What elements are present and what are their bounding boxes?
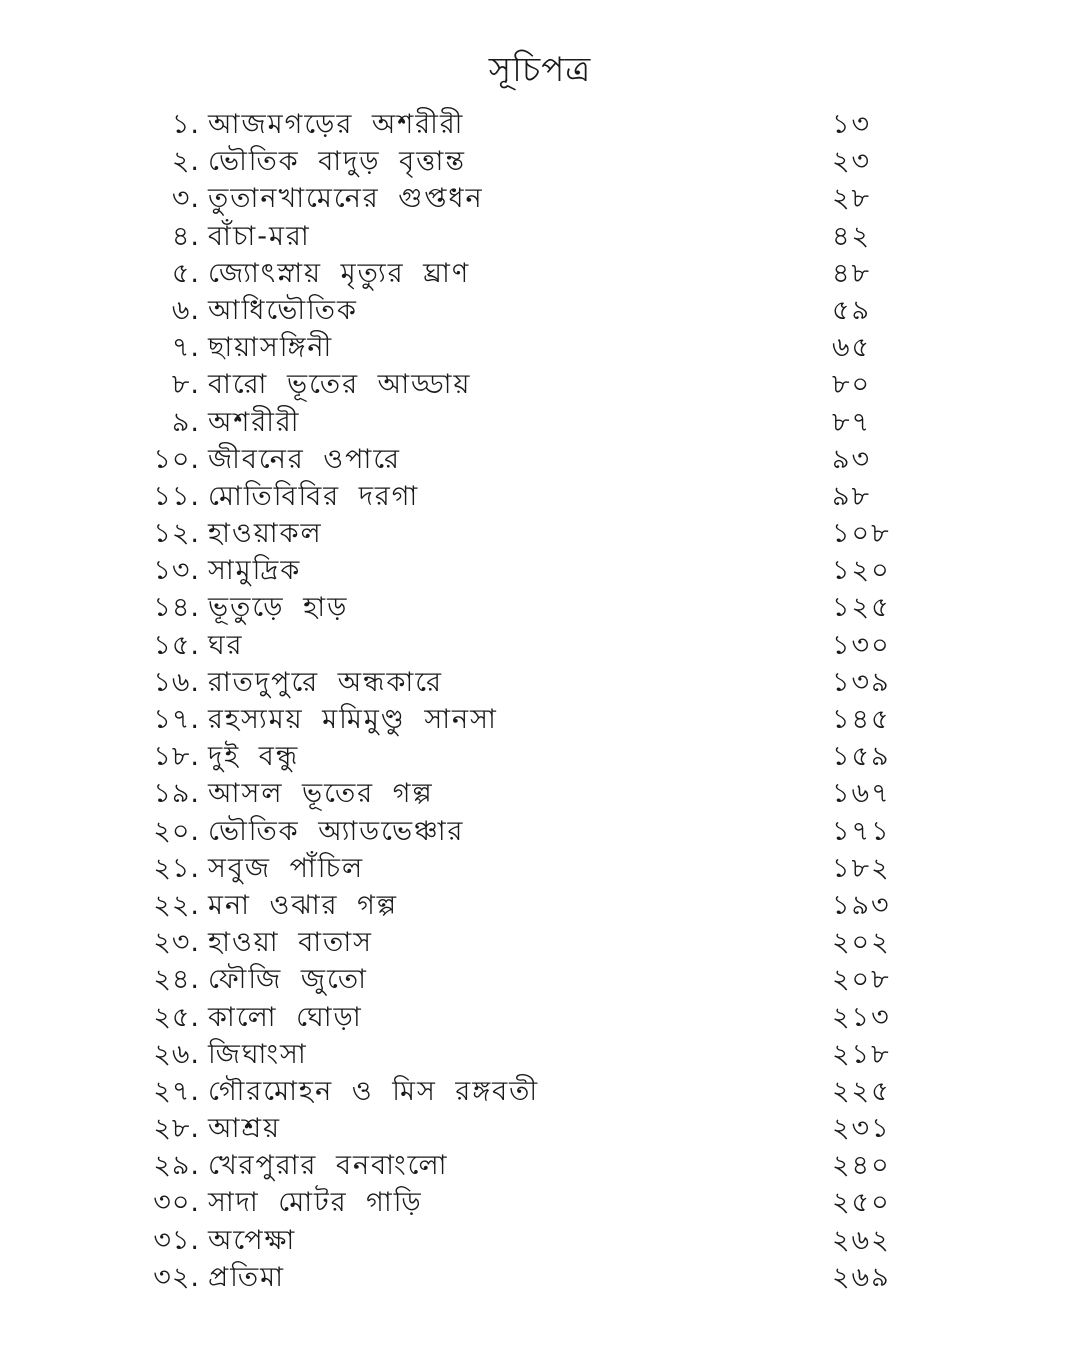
entry-title: ভূতুড়ে হাড় [208, 592, 349, 624]
entry-number: ৪. [171, 220, 200, 252]
entry-number: ২৬. [153, 1038, 200, 1070]
entry-number: ১২. [153, 518, 200, 550]
entry-title: জিঘাংসা [208, 1038, 308, 1070]
entry-number: ৫. [171, 257, 200, 289]
entry-number: ২. [171, 146, 200, 178]
toc-entry [0, 887, 1080, 924]
toc-entry [0, 478, 1080, 515]
entry-page-number: ৬৫ [832, 332, 872, 364]
entry-page-number: ২৫০ [832, 1187, 891, 1219]
entry-page-number: ৮৭ [832, 406, 872, 438]
entry-page-number: ৯৩ [832, 443, 872, 475]
entry-title: গৌরমোহন ও মিস রঙ্গবতী [208, 1075, 540, 1107]
entry-number: ২৮. [153, 1113, 200, 1145]
entry-title: রহস্যময় মমিমুণ্ডু সানসা [208, 704, 498, 735]
entry-page-number: ৮০ [832, 369, 872, 401]
entry-page-number: ১০৮ [832, 518, 891, 550]
toc-entry [0, 515, 1080, 552]
entry-title: মনা ওঝার গল্প [208, 889, 399, 921]
entry-page-number: ৫৯ [832, 294, 872, 326]
toc-entry [0, 329, 1080, 366]
toc-entry [0, 775, 1080, 812]
toc-entry [0, 292, 1080, 329]
entry-title: আশ্রয় [208, 1113, 282, 1145]
toc-entry [0, 850, 1080, 887]
entry-number: ২০. [153, 815, 200, 847]
entry-title: জীবনের ওপারে [208, 443, 402, 475]
entry-number: ২১. [153, 852, 200, 884]
entry-title: সবুজ পাঁচিল [208, 852, 365, 884]
entry-number: ৯. [171, 406, 200, 438]
entry-number: ৮. [171, 369, 200, 401]
toc-entry [0, 106, 1080, 143]
toc-entry [0, 1259, 1080, 1296]
entry-title: ছায়াসঙ্গিনী [208, 332, 334, 364]
toc-entry [0, 924, 1080, 961]
entry-number: ৩২. [153, 1261, 200, 1293]
entry-page-number: ১৩০ [832, 629, 891, 661]
entry-page-number: ১৪৫ [832, 704, 891, 735]
toc-entry [0, 627, 1080, 664]
entry-title: বারো ভূতের আড্ডায় [208, 369, 472, 401]
entry-number: ১০. [153, 443, 200, 475]
entry-number: ৩০. [153, 1187, 200, 1219]
entry-number: ৩. [171, 183, 200, 215]
entry-page-number: ২৩১ [832, 1113, 891, 1145]
entry-page-number: ২৩ [832, 146, 872, 178]
entry-title: কালো ঘোড়া [208, 1001, 363, 1033]
entry-page-number: ৯৮ [832, 480, 872, 512]
toc-entry [0, 664, 1080, 701]
entry-number: ৩১. [153, 1224, 200, 1256]
entry-page-number: ২৪০ [832, 1150, 891, 1182]
toc-entry [0, 552, 1080, 589]
entry-page-number: ২৬৯ [832, 1261, 891, 1293]
entry-title: অশরীরী [208, 406, 301, 438]
entry-page-number: ৪২ [832, 220, 872, 252]
entry-number: ২৩. [153, 927, 200, 959]
entry-number: ১১. [153, 480, 200, 512]
entry-page-number: ১২০ [832, 555, 891, 587]
toc-entry [0, 738, 1080, 775]
entry-number: ১৭. [153, 704, 200, 735]
entry-title: ভৌতিক বাদুড় বৃত্তান্ত [208, 146, 466, 178]
entry-title: মোতিবিবির দরগা [208, 480, 420, 512]
entry-title: হাওয়াকল [208, 518, 323, 550]
entry-title: ভৌতিক অ্যাডভেঞ্চার [208, 815, 465, 847]
entry-page-number: ৪৮ [832, 257, 872, 289]
table-of-contents [0, 106, 1080, 1296]
entry-page-number: ১৯৩ [832, 889, 891, 921]
entry-number: ২৯. [153, 1150, 200, 1182]
entry-title: আধিভৌতিক [208, 294, 358, 326]
entry-number: ৬. [171, 294, 200, 326]
toc-entry [0, 143, 1080, 180]
entry-page-number: ১৩ [832, 109, 872, 140]
entry-page-number: ১৩৯ [832, 666, 891, 698]
entry-number: ১৮. [153, 741, 200, 773]
toc-entry [0, 218, 1080, 255]
toc-entry [0, 404, 1080, 441]
entry-number: ২৭. [153, 1075, 200, 1107]
toc-entry [0, 1073, 1080, 1110]
entry-title: ঘর [208, 629, 244, 661]
entry-number: ২৫. [153, 1001, 200, 1033]
entry-page-number: ১২৫ [832, 592, 891, 624]
entry-title: রাতদুপুরে অন্ধকারে [208, 666, 443, 698]
toc-entry [0, 255, 1080, 292]
entry-page-number: ২০৮ [832, 964, 891, 996]
entry-page-number: ১৮২ [832, 852, 891, 884]
toc-entry [0, 1222, 1080, 1259]
page-title: সূচিপত্র [488, 50, 592, 90]
entry-title: আজমগড়ের অশরীরী [208, 109, 465, 140]
toc-entry [0, 1147, 1080, 1184]
entry-number: ৭. [171, 332, 200, 364]
entry-number: ১. [171, 109, 200, 140]
toc-entry [0, 813, 1080, 850]
entry-page-number: ১৫৯ [832, 741, 891, 773]
toc-entry [0, 1110, 1080, 1147]
toc-entry [0, 701, 1080, 738]
entry-title: অপেক্ষা [208, 1224, 297, 1256]
entry-number: ১৫. [153, 629, 200, 661]
toc-entry [0, 999, 1080, 1036]
entry-title: আসল ভূতের গল্প [208, 778, 434, 810]
toc-entry [0, 589, 1080, 626]
entry-title: সাদা মোটর গাড়ি [208, 1187, 423, 1219]
toc-entry [0, 441, 1080, 478]
entry-page-number: ২০২ [832, 927, 891, 959]
entry-page-number: ২১৩ [832, 1001, 891, 1033]
entry-number: ২২. [153, 889, 200, 921]
entry-page-number: ১৭১ [832, 815, 891, 847]
toc-entry [0, 1036, 1080, 1073]
entry-title: সামুদ্রিক [208, 555, 302, 587]
entry-page-number: ২১৮ [832, 1038, 891, 1070]
entry-title: প্রতিমা [208, 1261, 285, 1293]
entry-title: দুই বন্ধু [208, 741, 300, 773]
entry-title: খেরপুরার বনবাংলো [208, 1150, 449, 1182]
entry-page-number: ২৬২ [832, 1224, 891, 1256]
entry-number: ১৩. [153, 555, 200, 587]
entry-number: ১৬. [153, 666, 200, 698]
entry-number: ১৯. [153, 778, 200, 810]
entry-title: তুতানখামেনের গুপ্তধন [208, 183, 484, 215]
entry-title: জ্যোৎস্নায় মৃত্যুর ঘ্রাণ [208, 257, 471, 289]
entry-title: বাঁচা-মরা [208, 220, 311, 252]
toc-entry [0, 1184, 1080, 1221]
toc-entry [0, 961, 1080, 998]
toc-entry [0, 366, 1080, 403]
entry-title: ফৌজি জুতো [208, 964, 368, 996]
toc-entry [0, 180, 1080, 217]
entry-title: হাওয়া বাতাস [208, 927, 373, 959]
entry-page-number: ১৬৭ [832, 778, 891, 810]
entry-number: ১৪. [153, 592, 200, 624]
entry-page-number: ২২৫ [832, 1075, 891, 1107]
entry-number: ২৪. [153, 964, 200, 996]
entry-page-number: ২৮ [832, 183, 872, 215]
